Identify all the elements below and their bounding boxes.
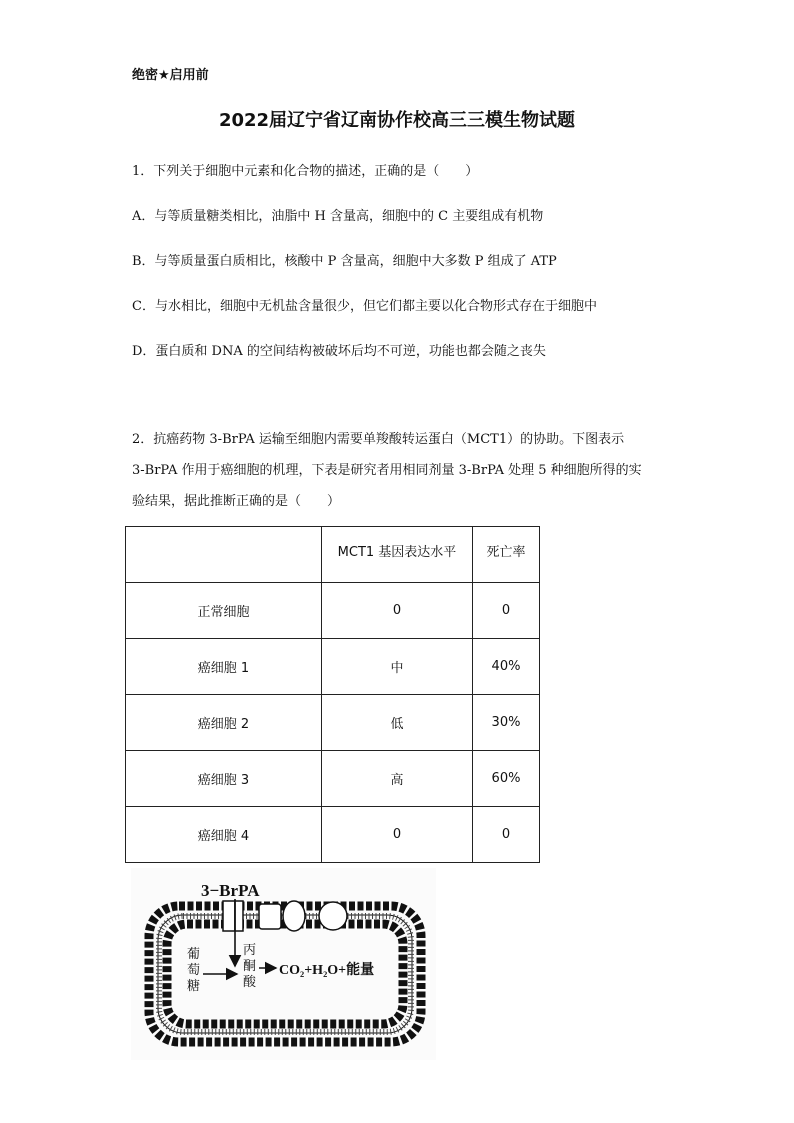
- secret-label: 绝密★启用前: [132, 68, 209, 83]
- table-row: [126, 639, 540, 695]
- pyruvate-label-1: 丙: [243, 943, 257, 958]
- table-header-cell: [126, 527, 322, 583]
- table-row: [126, 751, 540, 807]
- pyruvate-label-2: 酮: [243, 959, 257, 974]
- table-cell: 60%: [473, 751, 540, 807]
- table-header-cell: 死亡率: [473, 527, 540, 583]
- results-table: [125, 526, 540, 863]
- question-1-option-d: D．蛋白质和 DNA 的空间结构被破坏后均不可逆，功能也都会随之丧失: [132, 344, 546, 359]
- table-row: [126, 583, 540, 639]
- drug-label: 3−BrPA: [201, 881, 260, 900]
- glucose-label-2: 萄: [187, 963, 201, 978]
- cell-diagram: [131, 868, 436, 1060]
- cell-mechanism-figure: [131, 868, 436, 1060]
- membrane-protein: [283, 901, 305, 931]
- table-cell: 癌细胞 2: [126, 695, 322, 751]
- pyruvate-label-3: 酸: [243, 975, 257, 990]
- table-cell: 癌细胞 1: [126, 639, 322, 695]
- products-label: CO₂+H₂O+能量: [279, 963, 375, 978]
- table-cell: 中: [322, 639, 473, 695]
- table-row: [126, 695, 540, 751]
- table-cell: 癌细胞 4: [126, 807, 322, 863]
- glucose-label-3: 糖: [187, 979, 201, 994]
- membrane-protein: [319, 902, 347, 930]
- transporter-protein: [235, 901, 243, 931]
- table-cell: 0: [473, 583, 540, 639]
- table-header-cell: MCT1 基因表达水平: [322, 527, 473, 583]
- question-1-option-b: B．与等质量蛋白质相比，核酸中 P 含量高，细胞中大多数 P 组成了 ATP: [132, 254, 557, 269]
- table-cell: 0: [322, 807, 473, 863]
- membrane-protein: [259, 904, 281, 929]
- table-cell: 高: [322, 751, 473, 807]
- table-cell: 0: [473, 807, 540, 863]
- table-row: [126, 807, 540, 863]
- transporter-protein: [223, 901, 235, 931]
- question-1-option-c: C．与水相比，细胞中无机盐含量很少，但它们都主要以化合物形式存在于细胞中: [132, 299, 597, 314]
- table-cell: 0: [322, 583, 473, 639]
- table-cell: 正常细胞: [126, 583, 322, 639]
- question-1-option-a: A．与等质量糖类相比，油脂中 H 含量高，细胞中的 C 主要组成有机物: [132, 209, 544, 224]
- question-2-stem-line-3: 验结果，据此推断正确的是（ ）: [132, 494, 341, 509]
- question-2-stem-line-2: 3-BrPA 作用于癌细胞的机理，下表是研究者用相同剂量 3-BrPA 处理 5 种细胞所得的实: [132, 463, 642, 478]
- question-2-stem-line-1: 2．抗癌药物 3-BrPA 运输至细胞内需要单羧酸转运蛋白（MCT1）的协助。下图表示: [132, 432, 625, 447]
- table-cell: 低: [322, 695, 473, 751]
- table-cell: 癌细胞 3: [126, 751, 322, 807]
- glucose-label-1: 葡: [187, 947, 201, 962]
- table-cell: 30%: [473, 695, 540, 751]
- question-1-stem: 1．下列关于细胞中元素和化合物的描述，正确的是（ ）: [132, 164, 479, 179]
- table-header-row: [126, 527, 540, 583]
- page-title: 2022届辽宁省辽南协作校高三三模生物试题: [218, 110, 576, 131]
- table-cell: 40%: [473, 639, 540, 695]
